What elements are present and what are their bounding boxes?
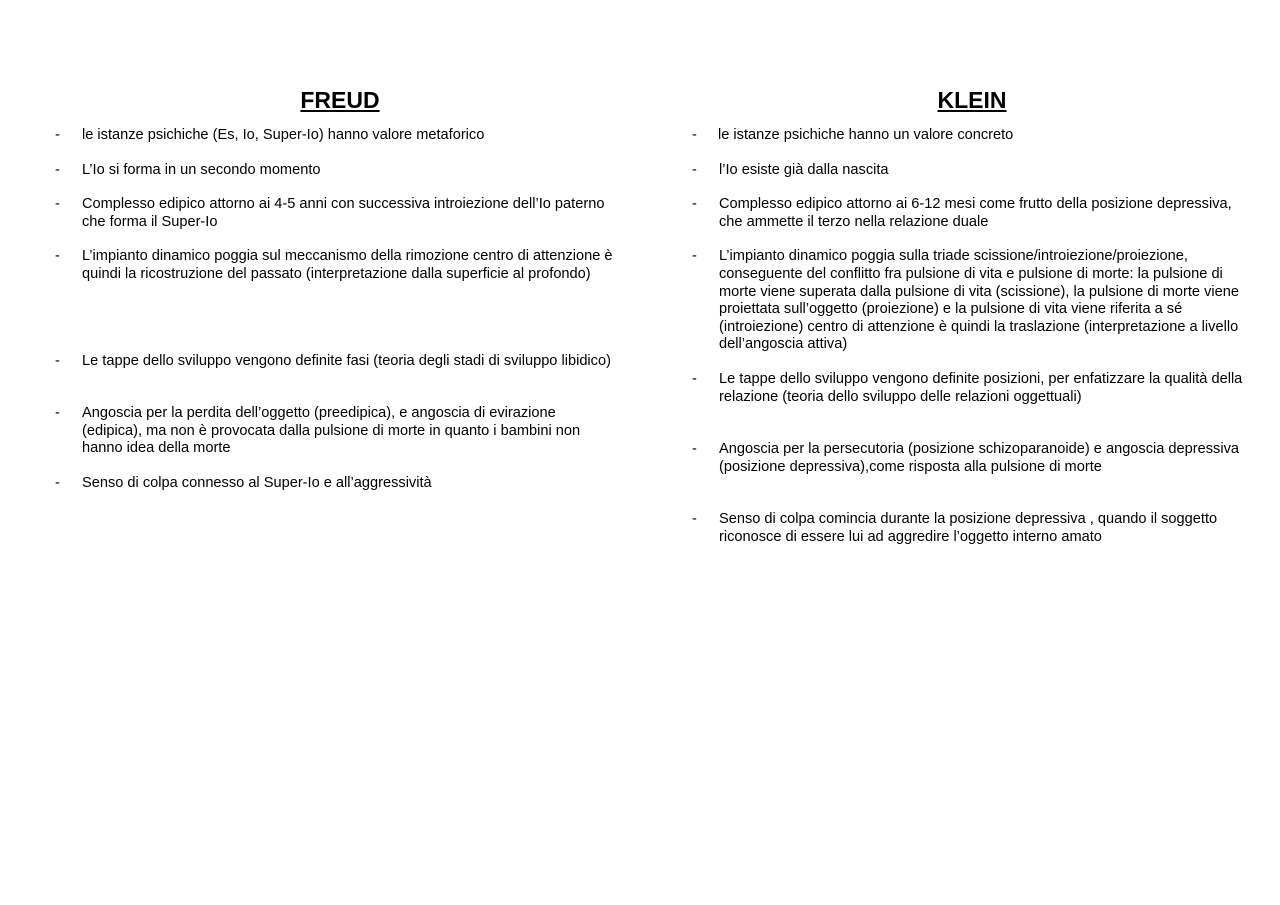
freud-item-text: le istanze psichiche (Es, Io, Super-Io) hanno valore metaforico (82, 127, 485, 143)
bullet-dash: - (692, 127, 697, 143)
freud-column (55, 86, 615, 493)
freud-item-text: Le tappe dello sviluppo vengono definite fasi (teoria degli stadi di sviluppo libidico) (82, 352, 611, 369)
klein-item-text: Le tappe dello sviluppo vengono definite posizioni, per enfatizzare la qualità della relazione (teoria dello sviluppo delle relazioni oggettuali) (719, 370, 1243, 405)
freud-item-text: L’impianto dinamico poggia sul meccanismo della rimozione centro di attenzione è quindi la ricostruzione del passato (interpretazione dalla superficie al profondo) (82, 248, 613, 282)
bullet-dash: - (55, 474, 60, 491)
bullet-dash: - (692, 511, 697, 528)
bullet-dash: - (55, 405, 60, 422)
freud-item-text: L’Io si forma in un secondo momento (82, 161, 321, 178)
freud-item-text: Senso di colpa connesso al Super-Io e all’aggressività (82, 474, 432, 491)
bullet-dash: - (55, 248, 60, 265)
bullet-dash: - (692, 196, 697, 213)
bullet-dash: - (55, 196, 60, 213)
freud-item-5 (55, 353, 615, 371)
klein-column (692, 86, 1252, 547)
freud-item-2 (55, 162, 615, 180)
freud-item-1 (55, 127, 615, 145)
klein-item-text: le istanze psichiche hanno un valore concreto (718, 127, 1014, 143)
bullet-dash: - (692, 161, 697, 178)
klein-title: KLEIN (937, 87, 1007, 113)
klein-item-4 (692, 248, 1252, 354)
freud-item-7 (55, 475, 615, 493)
bullet-dash: - (692, 441, 697, 458)
freud-item-4 (55, 248, 615, 283)
bullet-dash: - (692, 248, 697, 265)
klein-item-5 (692, 371, 1252, 406)
klein-item-3 (692, 196, 1252, 231)
klein-item-text: Senso di colpa comincia durante la posizione depressiva , quando il soggetto riconosce di essere lui ad aggredire l’oggetto interno amato (719, 511, 1218, 545)
freud-list (55, 127, 615, 493)
bullet-dash: - (55, 161, 60, 178)
freud-item-6 (55, 405, 615, 458)
klein-item-text: L’impianto dinamico poggia sulla triade scissione/introiezione/proiezione, conseguente del conflitto fra pulsione di vita e pulsione di morte: la pulsione di morte viene superata dalla pulsione di vita (scissione), la pulsione di morte viene proiettata sull’oggetto (proiezione) e la pulsione di vita viene riferita a sé (introiezione) centro di attenzione è quindi la traslazione (interpretazione a livello dell’angoscia attiva) (719, 248, 1239, 353)
freud-item-text: Angoscia per la perdita dell’oggetto (preedipica), e angoscia di evirazione (edipica), ma non è provocata dalla pulsione di morte in quanto i bambini non hanno idea della morte (82, 405, 581, 457)
klein-item-text: Complesso edipico attorno ai 6-12 mesi come frutto della posizione depressiva, che ammette il terzo nella relazione duale (719, 196, 1232, 230)
freud-item-3 (55, 196, 615, 231)
klein-list (692, 127, 1252, 547)
klein-item-7 (692, 511, 1252, 546)
klein-item-1 (692, 127, 1252, 145)
bullet-dash: - (692, 370, 697, 387)
klein-item-text: Angoscia per la persecutoria (posizione schizoparanoide) e angoscia depressiva (posizione depressiva),come risposta alla pulsione di morte (719, 441, 1240, 475)
bullet-dash: - (55, 127, 60, 143)
klein-item-text: l’Io esiste già dalla nascita (719, 161, 889, 178)
klein-item-6 (692, 441, 1252, 476)
freud-item-text: Complesso edipico attorno ai 4-5 anni con successiva introiezione dell’Io paterno che forma il Super-Io (82, 196, 605, 230)
bullet-dash: - (55, 352, 60, 369)
klein-item-2 (692, 162, 1252, 180)
freud-title: FREUD (300, 87, 380, 113)
